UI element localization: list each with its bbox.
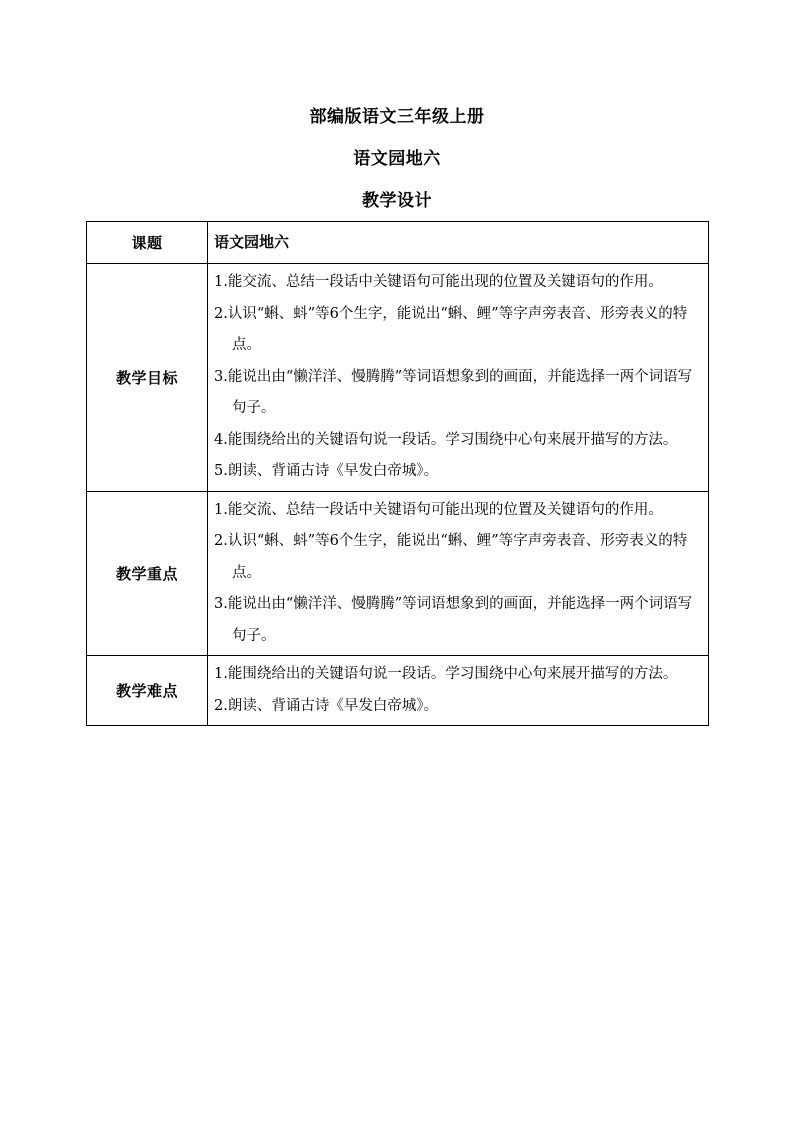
table-row-lesson <box>87 222 709 264</box>
key-points-label: 教学重点 <box>87 491 208 656</box>
table-row-key-points <box>87 491 709 656</box>
key-point-item: 2.认识“蝌、蚪”等6个生字，能说出“蝌、鲤”等字声旁表音、形旁表义的特点。 <box>214 533 688 581</box>
objectives-content <box>208 264 709 492</box>
objective-item: 1.能交流、总结一段话中关键语句可能出现的位置及关键语句的作用。 <box>214 274 663 290</box>
key-points-content <box>208 491 709 656</box>
objective-item: 5.朗读、背诵古诗《早发白帝城》。 <box>214 463 439 479</box>
lesson-title: 语文园地六 <box>353 149 441 169</box>
objectives-label: 教学目标 <box>87 264 208 492</box>
objective-item: 3.能说出由“懒洋洋、慢腾腾”等词语想象到的画面，并能选择一两个词语写句子。 <box>214 368 693 416</box>
difficulty-item: 1.能围绕给出的关键语句说一段话。学习围绕中心句来展开描写的方法。 <box>214 666 678 682</box>
table-row-objectives <box>87 264 709 492</box>
lesson-plan-table <box>86 221 709 726</box>
key-point-item: 3.能说出由“懒洋洋、慢腾腾”等词语想象到的画面，并能选择一两个词语写句子。 <box>214 596 693 644</box>
key-point-item: 1.能交流、总结一段话中关键语句可能出现的位置及关键语句的作用。 <box>214 501 663 518</box>
document-subtitle: 教学设计 <box>362 191 432 211</box>
difficulty-item: 2.朗读、背诵古诗《早发白帝城》。 <box>214 697 439 714</box>
lesson-value: 语文园地六 <box>208 222 709 264</box>
lesson-label: 课题 <box>87 222 208 264</box>
difficulties-content <box>208 656 709 726</box>
document-title: 部编版语文三年级上册 <box>309 107 485 127</box>
objective-item: 4.能围绕给出的关键语句说一段话。学习围绕中心句来展开描写的方法。 <box>214 431 678 448</box>
difficulties-label: 教学难点 <box>87 656 208 726</box>
table-row-difficulties <box>87 656 709 726</box>
objective-item: 2.认识“蝌、蚪”等6个生字，能说出“蝌、鲤”等字声旁表音、形旁表义的特点。 <box>214 305 688 353</box>
